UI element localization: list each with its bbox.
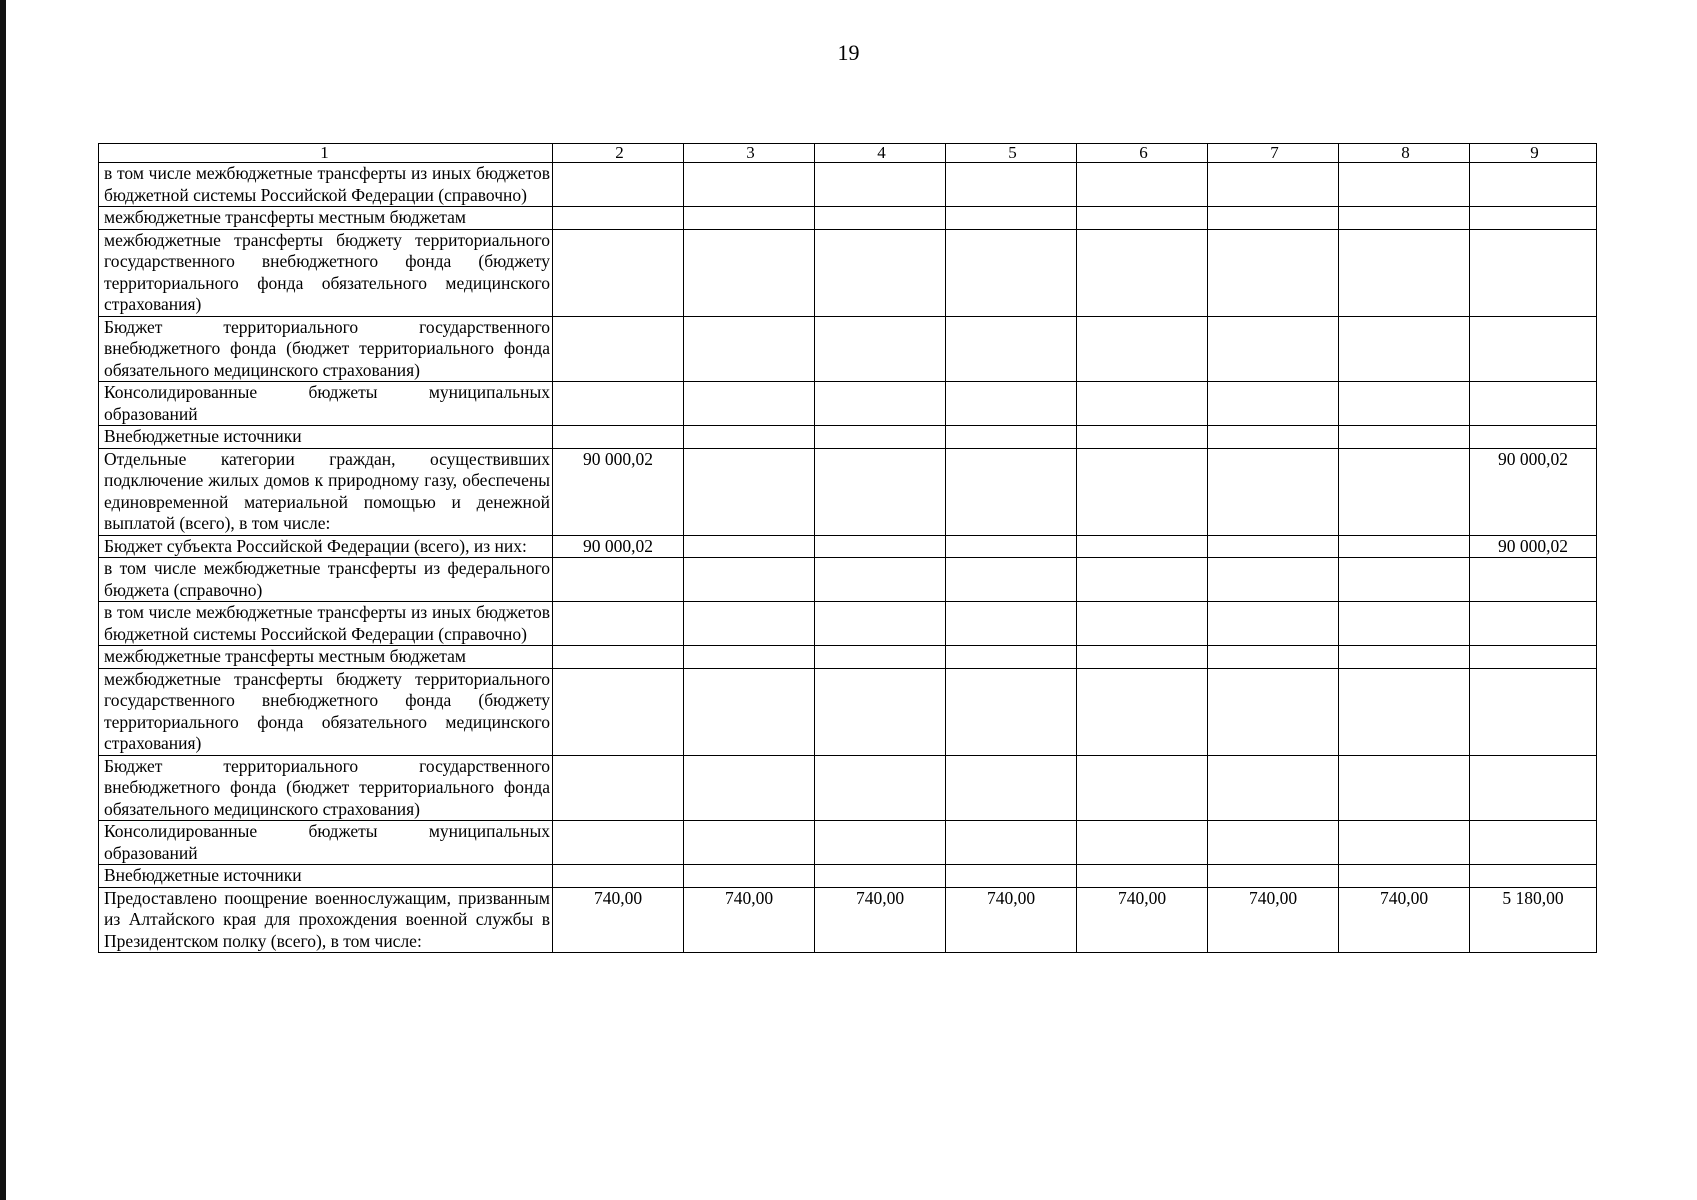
- value-cell: [684, 229, 815, 316]
- table-row: [99, 602, 1597, 646]
- value-cell: 740,00: [1208, 887, 1339, 953]
- value-cell: 740,00: [1339, 887, 1470, 953]
- value-cell: [553, 755, 684, 821]
- value-cell: [553, 668, 684, 755]
- table-row: [99, 229, 1597, 316]
- value-cell: [1339, 382, 1470, 426]
- value-cell: [946, 207, 1077, 230]
- row-label: в том числе межбюджетные трансферты из иных бюджетов бюджетной системы Российской Федерации (справочно): [99, 163, 553, 207]
- value-cell: [684, 558, 815, 602]
- header-cell: 4: [815, 144, 946, 163]
- value-cell: [1208, 163, 1339, 207]
- value-cell: [684, 821, 815, 865]
- value-cell: [815, 426, 946, 449]
- value-cell: 740,00: [946, 887, 1077, 953]
- header-cell: 1: [99, 144, 553, 163]
- table-row: [99, 668, 1597, 755]
- value-cell: [1077, 229, 1208, 316]
- table-row: [99, 646, 1597, 669]
- value-cell: [1339, 316, 1470, 382]
- value-cell: [684, 382, 815, 426]
- row-label: Бюджет территориального государственного внебюджетного фонда (бюджет территориального фонда обязательного медицинского страхования): [99, 755, 553, 821]
- value-cell: [1208, 558, 1339, 602]
- value-cell: 5 180,00: [1470, 887, 1597, 953]
- value-cell: [1470, 668, 1597, 755]
- value-cell: [553, 229, 684, 316]
- value-cell: [684, 755, 815, 821]
- scan-edge: [0, 0, 6, 1200]
- table-body: [99, 144, 1597, 953]
- value-cell: 740,00: [815, 887, 946, 953]
- value-cell: [1208, 382, 1339, 426]
- value-cell: [1339, 558, 1470, 602]
- value-cell: [946, 316, 1077, 382]
- value-cell: 90 000,02: [553, 535, 684, 558]
- value-cell: [946, 602, 1077, 646]
- row-label: Бюджет территориального государственного внебюджетного фонда (бюджет территориального фонда обязательного медицинского страхования): [99, 316, 553, 382]
- value-cell: [1470, 163, 1597, 207]
- value-cell: [1208, 821, 1339, 865]
- table-row: [99, 821, 1597, 865]
- table-row: [99, 755, 1597, 821]
- row-label: Консолидированные бюджеты муниципальных образований: [99, 821, 553, 865]
- value-cell: [1470, 865, 1597, 888]
- value-cell: [946, 448, 1077, 535]
- value-cell: [946, 426, 1077, 449]
- value-cell: [1208, 755, 1339, 821]
- value-cell: [946, 535, 1077, 558]
- value-cell: [1077, 602, 1208, 646]
- value-cell: [1077, 558, 1208, 602]
- row-label: межбюджетные трансферты местным бюджетам: [99, 646, 553, 669]
- value-cell: 90 000,02: [1470, 448, 1597, 535]
- value-cell: [684, 316, 815, 382]
- value-cell: [553, 163, 684, 207]
- value-cell: [1077, 316, 1208, 382]
- value-cell: [1339, 426, 1470, 449]
- value-cell: [1077, 207, 1208, 230]
- value-cell: [684, 163, 815, 207]
- value-cell: 90 000,02: [553, 448, 684, 535]
- table-row: [99, 163, 1597, 207]
- value-cell: [1339, 207, 1470, 230]
- value-cell: [1077, 426, 1208, 449]
- value-cell: [1339, 448, 1470, 535]
- value-cell: [1470, 755, 1597, 821]
- value-cell: [1339, 163, 1470, 207]
- row-label: межбюджетные трансферты бюджету территориального государственного внебюджетного фонда (бюджету территориального фонда обязательного медицинского страхования): [99, 229, 553, 316]
- value-cell: [553, 207, 684, 230]
- table-row: [99, 382, 1597, 426]
- value-cell: [1077, 382, 1208, 426]
- value-cell: [684, 668, 815, 755]
- table-row: [99, 887, 1597, 953]
- row-label: Консолидированные бюджеты муниципальных образований: [99, 382, 553, 426]
- value-cell: [815, 448, 946, 535]
- value-cell: [1077, 821, 1208, 865]
- budget-table: [98, 143, 1597, 953]
- table-row: [99, 558, 1597, 602]
- value-cell: [946, 382, 1077, 426]
- value-cell: [1470, 426, 1597, 449]
- header-row: [99, 144, 1597, 163]
- value-cell: [1339, 865, 1470, 888]
- value-cell: [946, 646, 1077, 669]
- value-cell: [815, 646, 946, 669]
- value-cell: [1208, 229, 1339, 316]
- value-cell: [1470, 821, 1597, 865]
- value-cell: [946, 821, 1077, 865]
- value-cell: [1339, 821, 1470, 865]
- value-cell: [946, 163, 1077, 207]
- table-row: [99, 535, 1597, 558]
- value-cell: [1339, 602, 1470, 646]
- value-cell: [553, 426, 684, 449]
- value-cell: [684, 426, 815, 449]
- row-label: Предоставлено поощрение военнослужащим, призванным из Алтайского края для прохождения военной службы в Президентском полку (всего), в том числе:: [99, 887, 553, 953]
- value-cell: [815, 207, 946, 230]
- value-cell: [815, 316, 946, 382]
- table-row: [99, 448, 1597, 535]
- value-cell: [1339, 755, 1470, 821]
- value-cell: [815, 668, 946, 755]
- row-label: межбюджетные трансферты бюджету территориального государственного внебюджетного фонда (бюджету территориального фонда обязательного медицинского страхования): [99, 668, 553, 755]
- value-cell: [946, 558, 1077, 602]
- value-cell: [815, 535, 946, 558]
- value-cell: [1470, 207, 1597, 230]
- value-cell: 90 000,02: [1470, 535, 1597, 558]
- table-row: [99, 426, 1597, 449]
- page-number: 19: [837, 40, 860, 65]
- value-cell: [553, 646, 684, 669]
- value-cell: [815, 163, 946, 207]
- value-cell: [1208, 646, 1339, 669]
- value-cell: [1077, 668, 1208, 755]
- value-cell: [815, 558, 946, 602]
- value-cell: [684, 448, 815, 535]
- row-label: в том числе межбюджетные трансферты из иных бюджетов бюджетной системы Российской Федерации (справочно): [99, 602, 553, 646]
- value-cell: [1208, 207, 1339, 230]
- value-cell: 740,00: [684, 887, 815, 953]
- value-cell: [946, 755, 1077, 821]
- row-label: Отдельные категории граждан, осуществивших подключение жилых домов к природному газу, обеспечены единовременной материальной помощью и денежной выплатой (всего), в том числе:: [99, 448, 553, 535]
- header-cell: 2: [553, 144, 684, 163]
- value-cell: [1470, 316, 1597, 382]
- row-label: Внебюджетные источники: [99, 865, 553, 888]
- value-cell: [1077, 448, 1208, 535]
- value-cell: [553, 382, 684, 426]
- value-cell: [946, 229, 1077, 316]
- value-cell: [1470, 229, 1597, 316]
- header-cell: 5: [946, 144, 1077, 163]
- value-cell: [553, 821, 684, 865]
- value-cell: [1208, 535, 1339, 558]
- header-cell: 9: [1470, 144, 1597, 163]
- value-cell: [1077, 646, 1208, 669]
- value-cell: [553, 602, 684, 646]
- value-cell: [815, 865, 946, 888]
- table-row: [99, 207, 1597, 230]
- value-cell: [815, 821, 946, 865]
- value-cell: [1339, 229, 1470, 316]
- value-cell: [1077, 163, 1208, 207]
- value-cell: [684, 602, 815, 646]
- value-cell: [1077, 535, 1208, 558]
- table-row: [99, 865, 1597, 888]
- value-cell: [815, 602, 946, 646]
- value-cell: [815, 382, 946, 426]
- row-label: Бюджет субъекта Российской Федерации (всего), из них:: [99, 535, 553, 558]
- row-label: Внебюджетные источники: [99, 426, 553, 449]
- value-cell: [553, 865, 684, 888]
- header-cell: 6: [1077, 144, 1208, 163]
- value-cell: [684, 646, 815, 669]
- value-cell: [946, 668, 1077, 755]
- row-label: в том числе межбюджетные трансферты из федерального бюджета (справочно): [99, 558, 553, 602]
- value-cell: [1077, 755, 1208, 821]
- value-cell: [684, 865, 815, 888]
- value-cell: [1208, 865, 1339, 888]
- value-cell: [1470, 646, 1597, 669]
- value-cell: [1339, 668, 1470, 755]
- value-cell: [684, 535, 815, 558]
- header-cell: 8: [1339, 144, 1470, 163]
- value-cell: [1208, 602, 1339, 646]
- value-cell: [1470, 558, 1597, 602]
- value-cell: [1208, 668, 1339, 755]
- value-cell: 740,00: [1077, 887, 1208, 953]
- value-cell: [815, 755, 946, 821]
- value-cell: [815, 229, 946, 316]
- value-cell: [1339, 535, 1470, 558]
- value-cell: 740,00: [553, 887, 684, 953]
- table-row: [99, 316, 1597, 382]
- value-cell: [1208, 316, 1339, 382]
- value-cell: [684, 207, 815, 230]
- value-cell: [946, 865, 1077, 888]
- header-cell: 7: [1208, 144, 1339, 163]
- value-cell: [553, 558, 684, 602]
- value-cell: [1208, 448, 1339, 535]
- value-cell: [553, 316, 684, 382]
- value-cell: [1339, 646, 1470, 669]
- value-cell: [1208, 426, 1339, 449]
- value-cell: [1470, 602, 1597, 646]
- row-label: межбюджетные трансферты местным бюджетам: [99, 207, 553, 230]
- header-cell: 3: [684, 144, 815, 163]
- value-cell: [1470, 382, 1597, 426]
- value-cell: [1077, 865, 1208, 888]
